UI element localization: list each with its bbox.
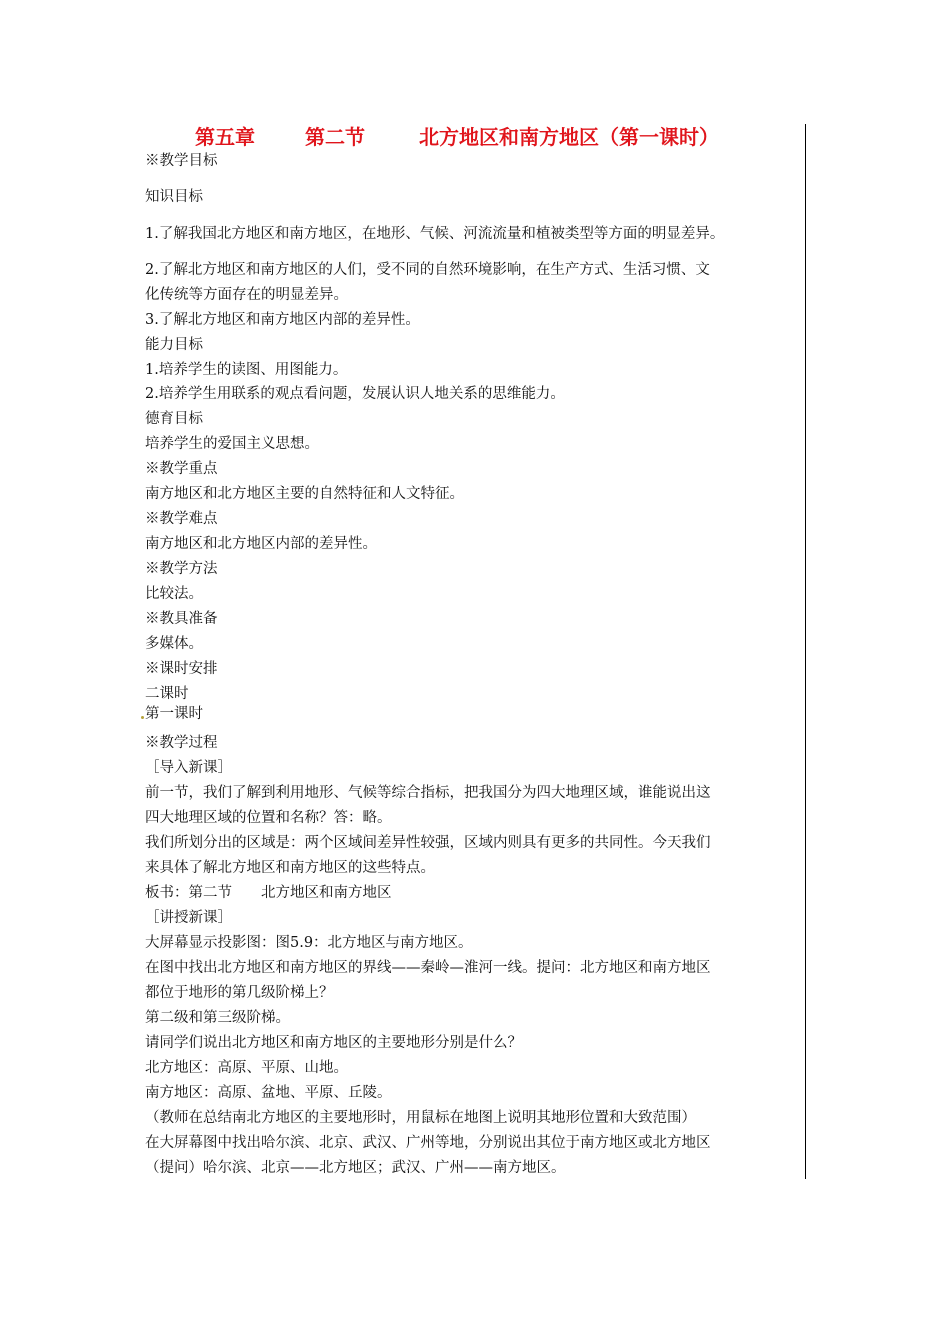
text-line: 大屏幕显示投影图：图5.9：北方地区与南方地区。 xyxy=(145,935,473,951)
text-line: 第二级和第三级阶梯。 xyxy=(145,1010,290,1026)
title-topic: 北方地区和南方地区（第一课时） xyxy=(419,125,719,149)
page-title xyxy=(195,122,719,152)
text-line: 能力目标 xyxy=(145,337,203,353)
text-line: 来具体了解北方地区和南方地区的这些特点。 xyxy=(145,860,435,876)
text-line: 都位于地形的第几级阶梯上？ xyxy=(145,985,334,1001)
text-line-content: 第一课时 xyxy=(145,706,203,722)
text-line: 1.了解我国北方地区和南方地区，在地形、气候、河流流量和植被类型等方面的明显差异。 xyxy=(145,226,725,242)
text-line: 2.了解北方地区和南方地区的人们，受不同的自然环境影响，在生产方式、生活习惯、文 xyxy=(145,262,710,278)
text-line: 2.培养学生用联系的观点看问题，发展认识人地关系的思维能力。 xyxy=(145,386,565,402)
text-line: ※教学难点 xyxy=(145,511,218,527)
text-line: 知识目标 xyxy=(145,189,203,205)
text-line: 多媒体。 xyxy=(145,636,203,652)
text-line: ※教具准备 xyxy=(145,611,218,627)
right-margin-rule xyxy=(805,124,806,1179)
text-line: 在大屏幕图中找出哈尔滨、北京、武汉、广州等地，分别说出其位于南方地区或北方地区 xyxy=(145,1135,711,1151)
text-line: 二课时 xyxy=(145,686,189,702)
text-line: ［导入新课］ xyxy=(145,760,232,776)
text-line: ※教学目标 xyxy=(145,153,218,169)
text-line: 化传统等方面存在的明显差异。 xyxy=(145,287,348,303)
title-chapter: 第五章 xyxy=(195,125,255,149)
text-line: 3.了解北方地区和南方地区内部的差异性。 xyxy=(145,312,420,328)
text-line: （教师在总结南北方地区的主要地形时，用鼠标在地图上说明其地形位置和大致范围） xyxy=(145,1110,696,1126)
text-line: 比较法。 xyxy=(145,586,203,602)
text-line: 培养学生的爱国主义思想。 xyxy=(145,436,319,452)
text-line: ※教学重点 xyxy=(145,461,218,477)
text-line: （提问）哈尔滨、北京——北方地区；武汉、广州——南方地区。 xyxy=(145,1160,566,1176)
text-line: ［讲授新课］ xyxy=(145,910,232,926)
text-line: 在图中找出北方地区和南方地区的界线——秦岭—淮河一线。提问：北方地区和南方地区 xyxy=(145,960,711,976)
ink-dot xyxy=(141,716,144,719)
text-line: 1.培养学生的读图、用图能力。 xyxy=(145,362,348,378)
text-line: 南方地区和北方地区主要的自然特征和人文特征。 xyxy=(145,486,464,502)
text-line: 板书：第二节 北方地区和南方地区 xyxy=(145,885,392,901)
text-line: 四大地理区域的位置和名称？答：略。 xyxy=(145,810,392,826)
text-line: 请同学们说出北方地区和南方地区的主要地形分别是什么？ xyxy=(145,1035,522,1051)
text-line: 南方地区：高原、盆地、平原、丘陵。 xyxy=(145,1085,392,1101)
text-line: ※教学过程 xyxy=(145,735,218,751)
text-line: ※教学方法 xyxy=(145,561,218,577)
text-line: ※课时安排 xyxy=(145,661,218,677)
title-section: 第二节 xyxy=(305,125,365,149)
text-line: 德育目标 xyxy=(145,411,203,427)
text-line: 前一节，我们了解到利用地形、气候等综合指标，把我国分为四大地理区域，谁能说出这 xyxy=(145,785,711,801)
text-line xyxy=(145,703,203,725)
text-line: 南方地区和北方地区内部的差异性。 xyxy=(145,536,377,552)
text-line: 北方地区：高原、平原、山地。 xyxy=(145,1060,348,1076)
text-line: 我们所划分出的区域是：两个区域间差异性较强，区域内则具有更多的共同性。今天我们 xyxy=(145,835,711,851)
